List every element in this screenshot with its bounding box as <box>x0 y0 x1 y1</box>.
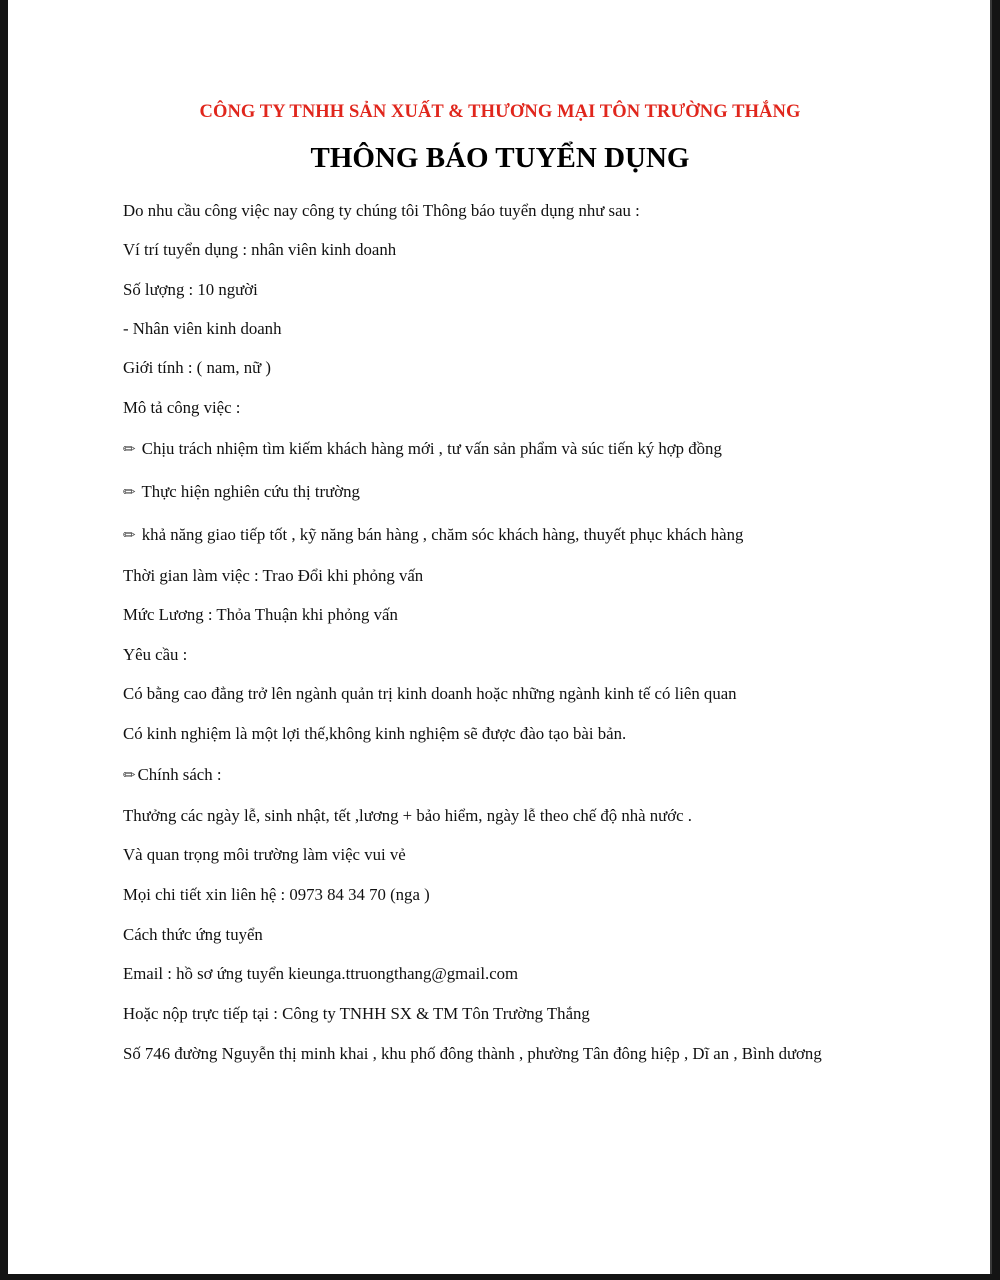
requirement-item: Có bằng cao đẳng trở lên ngành quản trị kinh doanh hoặc những ngành kinh tế có liên quan <box>123 684 737 703</box>
duty-text: Thực hiện nghiên cứu thị trường <box>141 482 360 501</box>
contact-line: Mọi chi tiết xin liên hệ : 0973 84 34 70 (nga ) <box>123 885 430 904</box>
pencil-icon: ✏ <box>123 526 136 544</box>
address-line: Số 746 đường Nguyễn thị minh khai , khu phố đông thành , phường Tân đông hiệp , Dĩ an , Bình dương <box>123 1044 822 1063</box>
pencil-icon: ✏ <box>123 766 136 784</box>
policy-item: Và quan trọng môi trường làm việc vui vẻ <box>123 845 406 864</box>
role-line: - Nhân viên kinh doanh <box>123 319 282 338</box>
salary-line: Mức Lương : Thỏa Thuận khi phỏng vấn <box>123 605 398 624</box>
duty-item <box>123 439 722 459</box>
document-page <box>8 0 992 1274</box>
policy-heading <box>123 765 221 785</box>
working-time-line: Thời gian làm việc : Trao Đổi khi phỏng vấn <box>123 566 424 585</box>
policy-label: Chính sách : <box>137 765 222 784</box>
gender-line: Giới tính : ( nam, nữ ) <box>123 358 272 377</box>
duty-item <box>123 525 743 545</box>
apply-label: Cách thức ứng tuyển <box>123 925 263 944</box>
pencil-icon: ✏ <box>123 483 136 501</box>
email-line: Email : hồ sơ ứng tuyển kieunga.ttruongthang@gmail.com <box>123 964 519 983</box>
duty-text: khả năng giao tiếp tốt , kỹ năng bán hàng , chăm sóc khách hàng, thuyết phục khách hàng <box>141 525 744 544</box>
quantity-line: Số lượng : 10 người <box>123 280 258 299</box>
company-name: CÔNG TY TNHH SẢN XUẤT & THƯƠNG MẠI TÔN TRƯỜNG THẮNG <box>199 102 801 122</box>
requirement-item: Có kinh nghiệm là một lợi thế,không kinh nghiệm sẽ được đào tạo bài bản. <box>123 724 627 743</box>
duty-text: Chịu trách nhiệm tìm kiếm khách hàng mới , tư vấn sản phẩm và súc tiến ký hợp đồng <box>141 439 722 458</box>
document-title: THÔNG BÁO TUYỂN DỤNG <box>310 142 690 174</box>
intro-text: Do nhu cầu công việc nay công ty chúng tôi Thông báo tuyển dụng như sau : <box>123 201 640 220</box>
position-line: Ví trí tuyển dụng : nhân viên kinh doanh <box>123 240 397 259</box>
description-label: Mô tả công việc : <box>123 398 241 417</box>
policy-item: Thưởng các ngày lễ, sinh nhật, tết ,lương + bảo hiểm, ngày lễ theo chế độ nhà nước . <box>123 806 692 825</box>
submit-line: Hoặc nộp trực tiếp tại : Công ty TNHH SX & TM Tôn Trường Thắng <box>123 1004 590 1023</box>
duty-item <box>123 482 360 502</box>
pencil-icon: ✏ <box>123 440 136 458</box>
requirements-label: Yêu cầu : <box>123 645 188 664</box>
